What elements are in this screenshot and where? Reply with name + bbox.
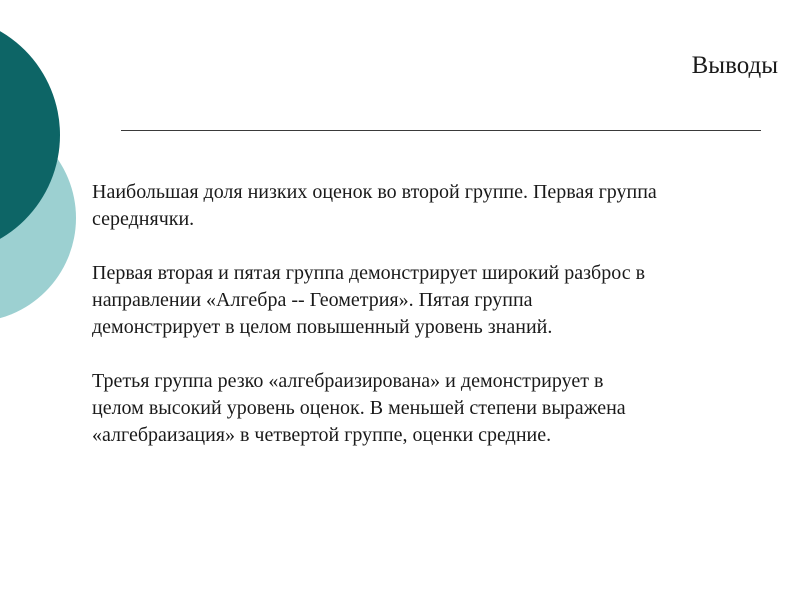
paragraph-2: Первая вторая и пятая группа демонстрирует широкий разброс в направлении «Алгебра -- Геометрия». Пятая группа демонстрирует в целом повышенный уровень знаний. bbox=[92, 262, 646, 338]
slide-title: Выводы bbox=[691, 52, 778, 79]
title-divider bbox=[121, 130, 761, 131]
slide-body bbox=[92, 179, 792, 476]
paragraph-1: Наибольшая доля низких оценок во второй группе. Первая группа середнячки. bbox=[92, 181, 657, 230]
paragraph-3: Третья группа резко «алгебраизирована» и демонстрирует в целом высокий уровень оценок. В меньшей степени выражена «алгебраизация» в четвертой группе, оценки средние. bbox=[92, 370, 626, 446]
